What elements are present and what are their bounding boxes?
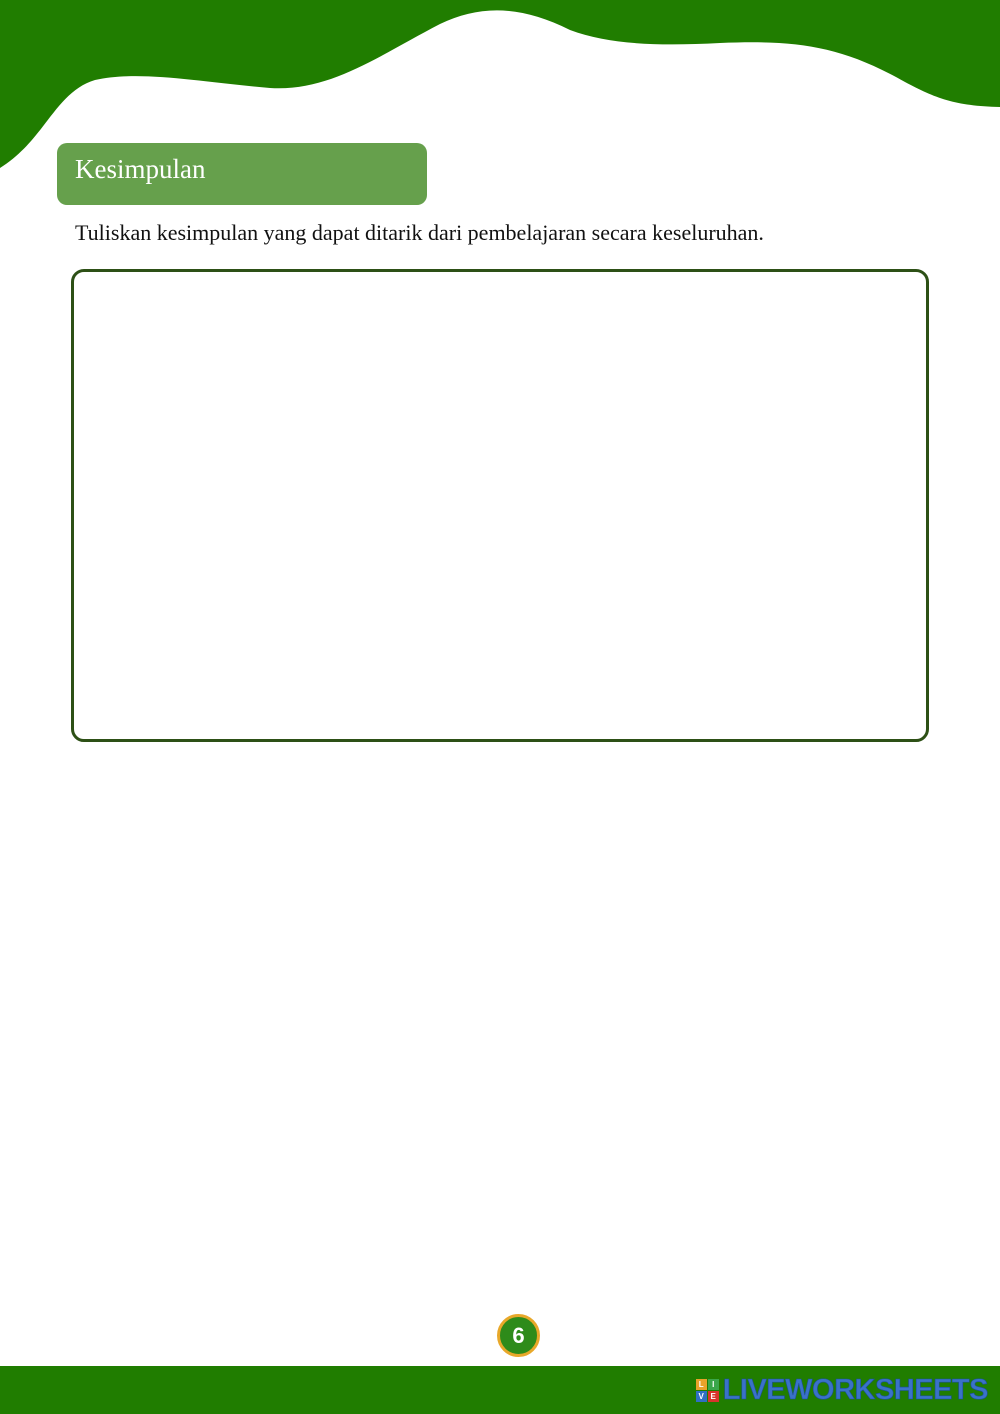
logo-letter-e: E	[708, 1391, 719, 1402]
logo-letter-l: L	[696, 1379, 707, 1390]
logo-letter-v: V	[696, 1391, 707, 1402]
instruction-text: Tuliskan kesimpulan yang dapat ditarik dari pembelajaran secara keseluruhan.	[75, 220, 764, 245]
liveworksheets-brand[interactable]	[696, 1374, 988, 1406]
logo-letter-i: I	[708, 1379, 719, 1390]
page-number-badge: 6	[497, 1314, 540, 1357]
liveworksheets-logo-icon	[696, 1379, 719, 1402]
section-header	[57, 143, 427, 205]
brand-name: LIVEWORKSHEETS	[722, 1373, 988, 1406]
conclusion-answer-field[interactable]	[71, 269, 929, 742]
footer-bar	[0, 1366, 1000, 1414]
section-title: Kesimpulan	[75, 154, 206, 184]
